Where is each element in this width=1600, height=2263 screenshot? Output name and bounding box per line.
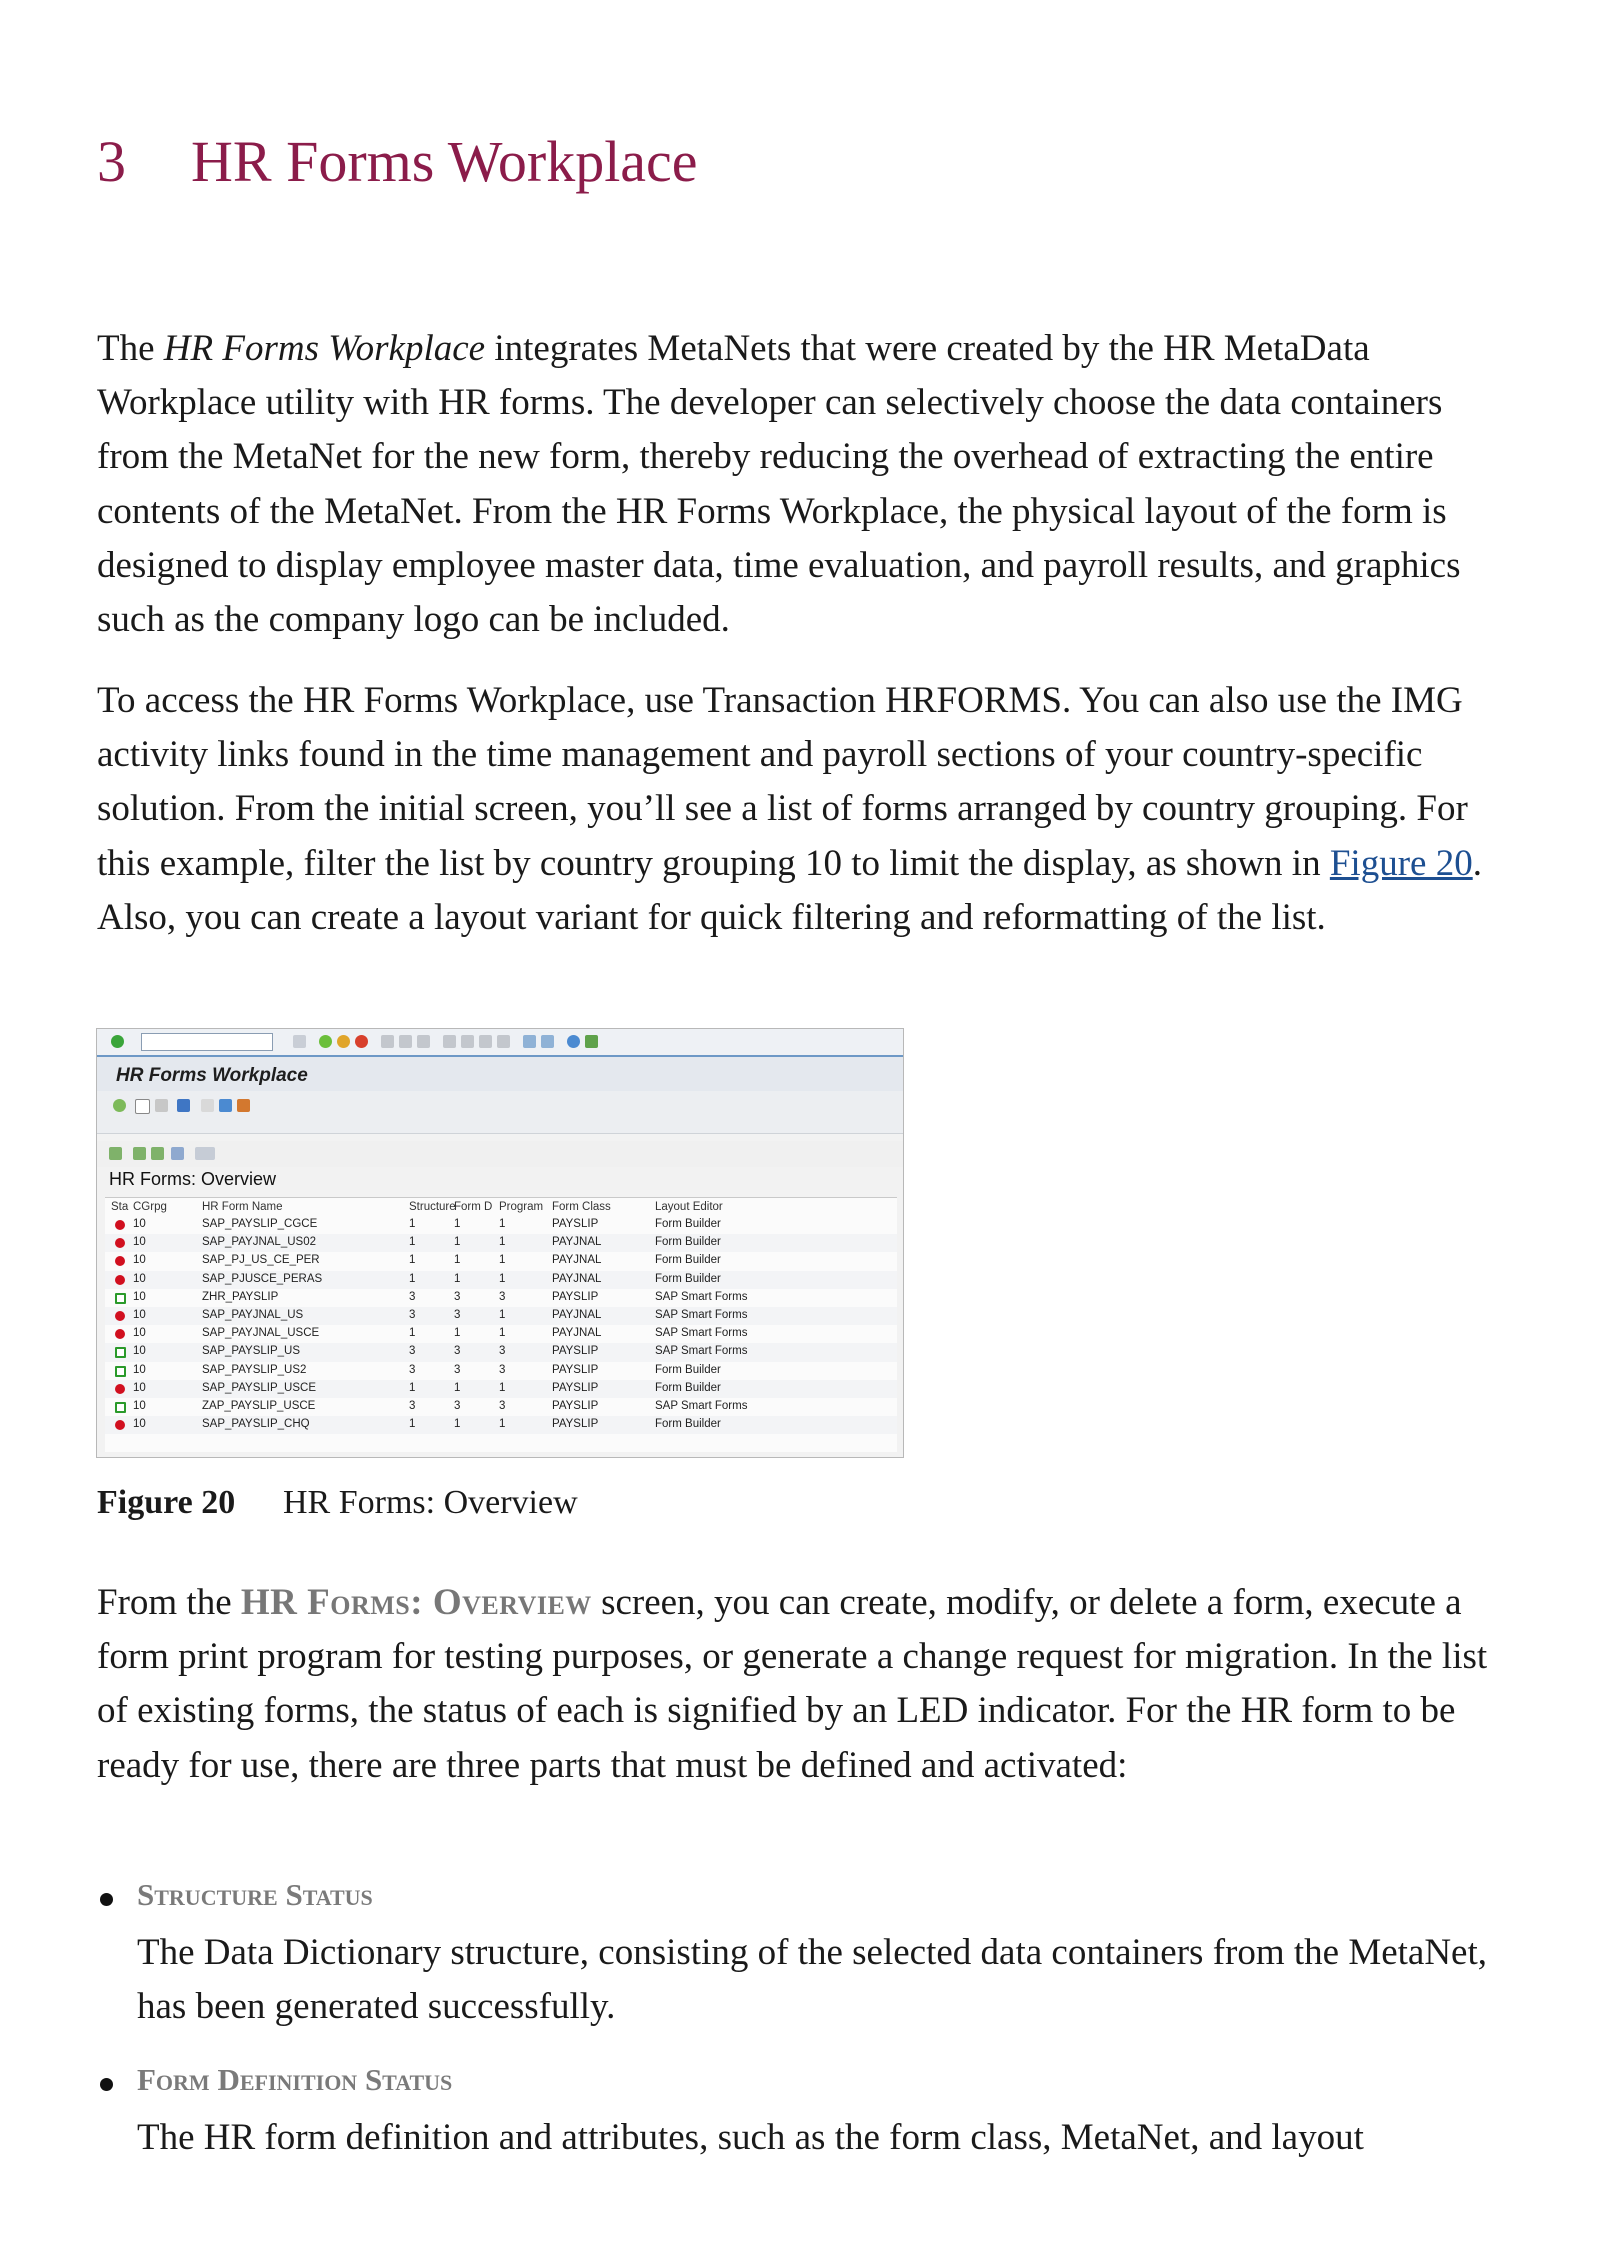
- table-cell: 3: [409, 1290, 416, 1303]
- table-cell: 1: [409, 1272, 416, 1285]
- table-row[interactable]: [105, 1380, 897, 1398]
- table-cell: PAYSLIP: [552, 1345, 599, 1358]
- last-page-icon: [497, 1035, 510, 1048]
- table-cell: SAP_PAYJNAL_US02: [202, 1236, 316, 1249]
- cancel-icon: [355, 1035, 368, 1048]
- layout-icon: [585, 1035, 598, 1048]
- table-cell: 1: [409, 1254, 416, 1267]
- refresh-icon: [113, 1099, 126, 1112]
- table-cell: 3: [454, 1309, 461, 1321]
- table-cell: 1: [454, 1327, 461, 1340]
- table-cell: PAYJNAL: [552, 1327, 602, 1340]
- para1-text-end: integrates MetaNets that were created by the HR MetaData Workplace utility with HR forms. The developer can selectively choose the data containers from the MetaNet for the new form, thereby reducing the overhead of extracting the entire contents of the MetaNet. From the HR Forms Workplace, the physical layout of the form is designed to display employee master data, time evaluation, and payroll results, and graphics such as the company logo can be included.: [97, 328, 1461, 641]
- table-cell: PAYSLIP: [552, 1381, 599, 1394]
- table-cell: SAP_PAYJNAL_USCE: [202, 1327, 320, 1340]
- para3-text-start: From the: [97, 1582, 241, 1623]
- grid-header: [105, 1198, 897, 1216]
- table-row[interactable]: [105, 1271, 897, 1289]
- table-cell: Form Builder: [655, 1381, 721, 1394]
- status-led-icon: [115, 1384, 125, 1394]
- table-cell: 10: [133, 1309, 146, 1321]
- intro-paragraph: [97, 322, 1517, 647]
- filter-icon: [171, 1147, 184, 1160]
- table-cell: 1: [454, 1272, 461, 1285]
- table-cell: SAP_PAYJNAL_US: [202, 1309, 304, 1321]
- status-led-icon: [115, 1347, 126, 1358]
- figure-20-link[interactable]: Figure 20: [1329, 842, 1473, 884]
- screen-name: HR Forms: Overview: [240, 1582, 592, 1623]
- table-cell: 1: [409, 1236, 416, 1249]
- window-title: HR Forms Workplace: [116, 1065, 308, 1086]
- para3-text-end: screen, you can create, modify, or delete a form, execute a form print program for testing purposes, or generate a change request for migration. In the list of existing forms, the status of each is signified by an LED indicator. For the HR form to be ready for use, there are three parts that must be defined and activated:: [97, 1582, 1488, 1786]
- table-cell: SAP_PAYSLIP_US2: [202, 1363, 307, 1376]
- table-row[interactable]: [105, 1398, 897, 1416]
- table-cell: 1: [409, 1418, 416, 1431]
- exit-icon: [337, 1035, 350, 1048]
- status-led-icon: [115, 1311, 125, 1321]
- table-cell: 1: [454, 1254, 461, 1267]
- table-cell: 3: [454, 1345, 461, 1358]
- table-cell: 10: [133, 1345, 146, 1358]
- table-row[interactable]: [105, 1289, 897, 1307]
- table-cell: 1: [409, 1218, 416, 1230]
- table-cell: 3: [499, 1345, 506, 1358]
- table-cell: 1: [499, 1381, 506, 1394]
- command-field: [141, 1033, 273, 1051]
- bullet-icon: [100, 1893, 113, 1906]
- bullet-heading: Structure Status: [137, 1877, 373, 1912]
- next-page-icon: [479, 1035, 492, 1048]
- table-cell: 3: [499, 1290, 506, 1303]
- bullet-text: The Data Dictionary structure, consisting of the selected data containers from the MetaNet, has been generated successfully.: [137, 1932, 1488, 2028]
- table-cell: SAP Smart Forms: [655, 1290, 748, 1303]
- table-cell: 10: [133, 1272, 146, 1285]
- hr-forms-screenshot: [96, 1028, 904, 1458]
- help-icon: [567, 1035, 580, 1048]
- status-led-icon: [115, 1220, 125, 1230]
- table-cell: Form Builder: [655, 1363, 721, 1376]
- column-header[interactable]: HR Form Name: [202, 1201, 283, 1213]
- table-cell: SAP_PAYSLIP_USCE: [202, 1381, 316, 1394]
- table-cell: 1: [499, 1254, 506, 1267]
- grid-body: [105, 1216, 897, 1452]
- status-led-icon: [115, 1329, 125, 1339]
- table-cell: ZHR_PAYSLIP: [202, 1290, 279, 1303]
- table-row[interactable]: [105, 1307, 897, 1325]
- display-icon: [155, 1099, 168, 1112]
- details-icon: [109, 1147, 122, 1160]
- table-cell: 1: [499, 1327, 506, 1340]
- table-cell: 3: [454, 1363, 461, 1376]
- table-row[interactable]: [105, 1325, 897, 1343]
- table-cell: 1: [454, 1418, 461, 1431]
- figure-caption: [97, 1484, 578, 1522]
- table-cell: Form Builder: [655, 1218, 721, 1230]
- para1-text-start: The: [97, 328, 164, 369]
- table-cell: PAYJNAL: [552, 1272, 602, 1285]
- copy-icon: [201, 1099, 214, 1112]
- sap-title-bar: [97, 1057, 903, 1091]
- bullet-heading: Form Definition Status: [137, 2062, 453, 2097]
- status-led-icon: [115, 1402, 126, 1413]
- table-cell: 1: [409, 1381, 416, 1394]
- table-cell: 3: [499, 1363, 506, 1376]
- column-header[interactable]: Program: [499, 1201, 544, 1213]
- shortcut-icon: [541, 1035, 554, 1048]
- table-cell: SAP Smart Forms: [655, 1400, 748, 1412]
- first-page-icon: [443, 1035, 456, 1048]
- table-cell: ZAP_PAYSLIP_USCE: [202, 1400, 316, 1412]
- table-cell: Form Builder: [655, 1418, 721, 1431]
- table-cell: SAP_PAYSLIP_US: [202, 1345, 301, 1358]
- table-cell: SAP_PAYSLIP_CGCE: [202, 1218, 318, 1230]
- bullet-text: The HR form definition and attributes, such as the form class, MetaNet, and layout: [137, 2117, 1364, 2158]
- column-header[interactable]: Form Class: [552, 1201, 611, 1213]
- table-cell: 10: [133, 1290, 146, 1303]
- alv-toolbar: [97, 1141, 903, 1167]
- status-led-icon: [115, 1238, 125, 1248]
- table-cell: 10: [133, 1327, 146, 1340]
- table-cell: SAP Smart Forms: [655, 1327, 748, 1340]
- status-led-icon: [115, 1293, 126, 1304]
- table-cell: 10: [133, 1236, 146, 1249]
- table-row[interactable]: [105, 1252, 897, 1270]
- create-icon: [135, 1099, 150, 1114]
- table-cell: 10: [133, 1418, 146, 1431]
- table-cell: 10: [133, 1400, 146, 1412]
- table-row[interactable]: [105, 1362, 897, 1380]
- previous-page-icon: [461, 1035, 474, 1048]
- para1-emphasis: HR Forms Workplace: [163, 328, 486, 369]
- table-cell: 3: [409, 1345, 416, 1358]
- find-next-icon: [417, 1035, 430, 1048]
- table-cell: 10: [133, 1218, 146, 1230]
- sort-ascending-icon: [133, 1147, 146, 1160]
- forms-grid: [105, 1197, 897, 1452]
- table-cell: 3: [499, 1400, 506, 1412]
- table-cell: PAYSLIP: [552, 1363, 599, 1376]
- table-row[interactable]: [105, 1343, 897, 1361]
- table-cell: PAYSLIP: [552, 1218, 599, 1230]
- print-icon: [381, 1035, 394, 1048]
- table-cell: PAYJNAL: [552, 1236, 602, 1249]
- chapter-number: 3: [97, 129, 126, 194]
- figure-caption-text: HR Forms: Overview: [283, 1484, 578, 1521]
- column-header[interactable]: CGrpg: [133, 1201, 167, 1213]
- table-cell: SAP Smart Forms: [655, 1309, 748, 1321]
- chapter-title-text: HR Forms Workplace: [191, 129, 698, 194]
- status-led-icon: [115, 1256, 125, 1266]
- table-cell: 3: [409, 1309, 416, 1321]
- table-row[interactable]: [105, 1216, 897, 1234]
- table-cell: 10: [133, 1254, 146, 1267]
- access-paragraph: [97, 674, 1517, 945]
- para2-text-end: . Also, you can create a layout variant for quick filtering and reformatting of the list.: [97, 842, 1482, 938]
- figure-label: Figure 20: [97, 1484, 236, 1521]
- table-cell: Form Builder: [655, 1236, 721, 1249]
- table-cell: 10: [133, 1381, 146, 1394]
- delete-icon: [219, 1099, 232, 1112]
- new-session-icon: [523, 1035, 536, 1048]
- table-cell: 1: [499, 1272, 506, 1285]
- table-cell: 1: [454, 1381, 461, 1394]
- status-led-icon: [115, 1420, 125, 1430]
- table-cell: Form Builder: [655, 1272, 721, 1285]
- table-cell: 1: [409, 1327, 416, 1340]
- sort-descending-icon: [151, 1147, 164, 1160]
- table-cell: PAYJNAL: [552, 1309, 602, 1321]
- table-cell: 1: [499, 1218, 506, 1230]
- table-cell: 1: [454, 1218, 461, 1230]
- para2-text-start: To access the HR Forms Workplace, use Transaction HRFORMS. You can also use the IMG activity links found in the time management and payroll sections of your country-specific solution. From the initial screen, you’ll see a list of forms arranged by country grouping. For this example, filter the list by country grouping 10 to limit the display, as shown in: [97, 680, 1468, 884]
- table-row[interactable]: [105, 1234, 897, 1252]
- bullet-icon: [100, 2078, 113, 2091]
- change-icon: [177, 1099, 190, 1112]
- column-header[interactable]: Sta: [111, 1201, 129, 1213]
- table-row[interactable]: [105, 1416, 897, 1434]
- enter-icon: [111, 1035, 124, 1048]
- save-icon: [293, 1035, 306, 1048]
- table-cell: PAYSLIP: [552, 1418, 599, 1431]
- table-cell: SAP_PJUSCE_PERAS: [202, 1272, 323, 1285]
- table-cell: 3: [454, 1400, 461, 1412]
- table-cell: 3: [454, 1290, 461, 1303]
- table-cell: 3: [409, 1400, 416, 1412]
- table-cell: 1: [454, 1236, 461, 1249]
- status-led-icon: [115, 1366, 126, 1377]
- find-icon: [399, 1035, 412, 1048]
- table-cell: PAYSLIP: [552, 1400, 599, 1412]
- table-cell: 1: [499, 1309, 506, 1321]
- table-cell: Form Builder: [655, 1254, 721, 1267]
- back-icon: [319, 1035, 332, 1048]
- layout-select-icon: [195, 1147, 215, 1160]
- table-cell: SAP Smart Forms: [655, 1345, 748, 1358]
- column-header[interactable]: Form D: [454, 1201, 493, 1213]
- table-cell: 1: [499, 1418, 506, 1431]
- overview-paragraph: [97, 1576, 1517, 1793]
- table-cell: SAP_PAYSLIP_CHQ: [202, 1418, 310, 1431]
- chapter-heading: [97, 128, 698, 195]
- transport-icon: [237, 1099, 250, 1112]
- table-cell: 10: [133, 1363, 146, 1376]
- table-cell: PAYSLIP: [552, 1290, 599, 1303]
- grid-title: HR Forms: Overview: [109, 1169, 277, 1189]
- sap-system-toolbar: [97, 1029, 903, 1057]
- application-toolbar: [97, 1091, 903, 1134]
- table-cell: 3: [409, 1363, 416, 1376]
- table-cell: SAP_PJ_US_CE_PER: [202, 1254, 320, 1267]
- table-cell: 1: [499, 1236, 506, 1249]
- table-cell: PAYJNAL: [552, 1254, 602, 1267]
- status-led-icon: [115, 1275, 125, 1285]
- column-header[interactable]: Layout Editor: [655, 1201, 723, 1213]
- column-header[interactable]: Structure: [409, 1201, 456, 1213]
